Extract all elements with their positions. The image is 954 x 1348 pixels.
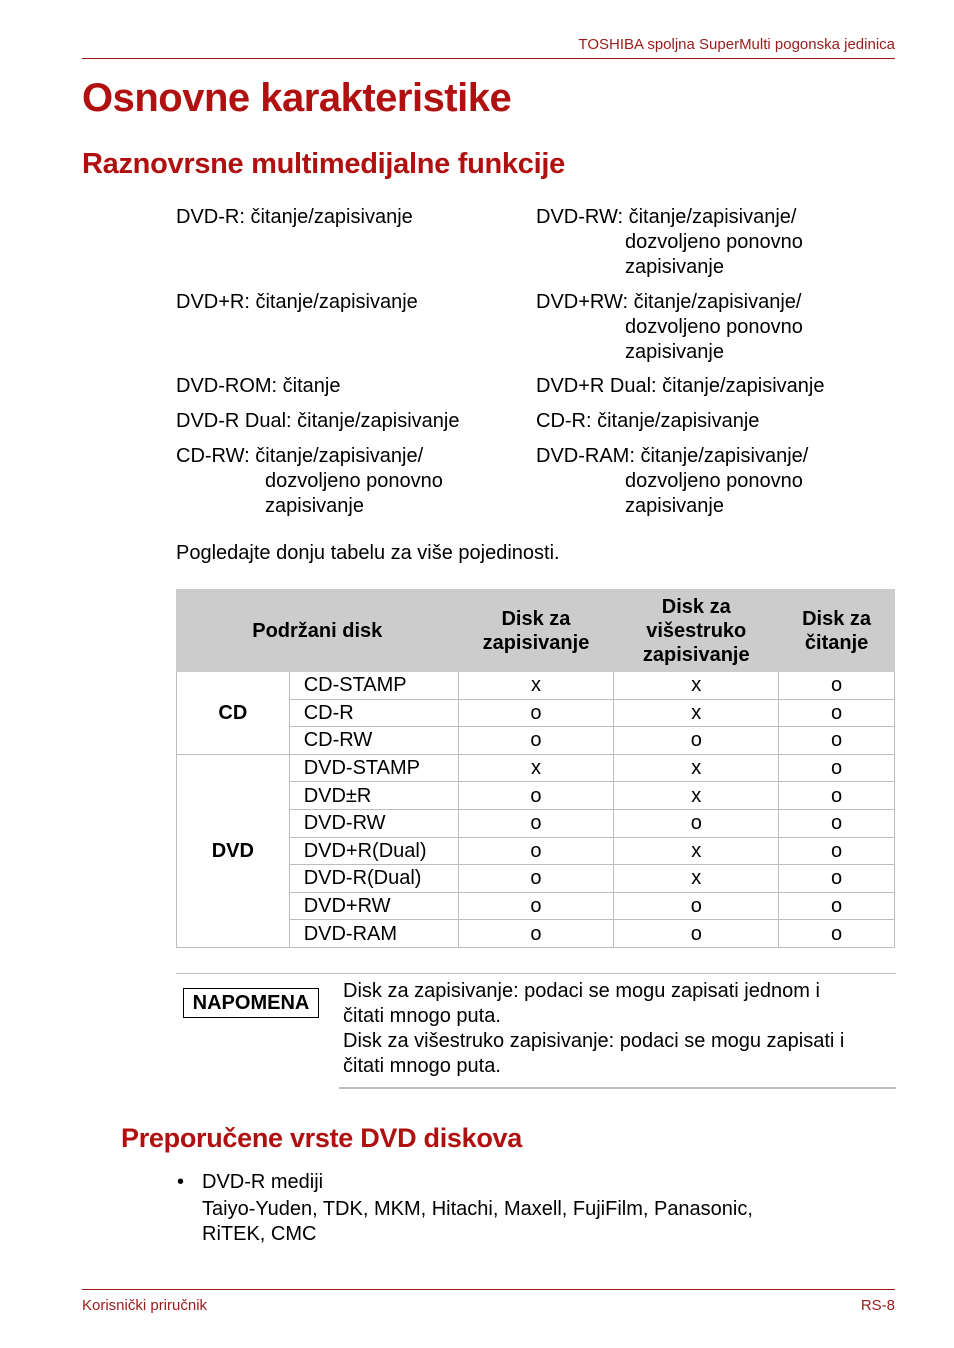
feature-dvd-plus-r bbox=[176, 290, 418, 315]
rewrite-cell: x bbox=[614, 837, 779, 865]
feature-text: DVD-ROM: čitanje bbox=[176, 375, 341, 397]
supported-disk-table bbox=[176, 589, 895, 948]
feature-dvd-rom bbox=[176, 374, 340, 399]
feature-text-cont: dozvoljeno ponovno bbox=[625, 316, 803, 338]
header-rewritable bbox=[614, 590, 779, 672]
disk-name: DVD+RW bbox=[289, 892, 458, 920]
feature-text: DVD+R: čitanje/zapisivanje bbox=[176, 291, 418, 313]
feature-text-cont: dozvoljeno ponovno bbox=[625, 231, 803, 253]
header-line: Disk za bbox=[802, 607, 872, 630]
feature-dvd-ram bbox=[536, 444, 808, 519]
read-cell: o bbox=[779, 809, 895, 837]
header-read bbox=[779, 590, 895, 672]
rewrite-cell: x bbox=[614, 782, 779, 810]
write-cell: o bbox=[458, 837, 614, 865]
rewrite-cell: o bbox=[614, 809, 779, 837]
feature-cd-rw bbox=[176, 444, 443, 519]
read-cell: o bbox=[779, 837, 895, 865]
footer-rule bbox=[82, 1289, 895, 1290]
page-number: RS-8 bbox=[860, 1297, 895, 1314]
feature-text: DVD-R Dual: čitanje/zapisivanje bbox=[176, 410, 460, 432]
note-line: Disk za zapisivanje: podaci se mogu zapisati jednom i bbox=[343, 980, 820, 1002]
read-cell: o bbox=[779, 865, 895, 893]
feature-text: DVD+RW: čitanje/zapisivanje/ bbox=[536, 291, 802, 313]
read-cell: o bbox=[779, 672, 895, 700]
read-cell: o bbox=[779, 892, 895, 920]
feature-text: DVD-RW: čitanje/zapisivanje/ bbox=[536, 206, 797, 228]
write-cell: o bbox=[458, 920, 614, 948]
bullet-line: RiTEK, CMC bbox=[202, 1223, 317, 1245]
read-cell: o bbox=[779, 782, 895, 810]
header-rule bbox=[82, 58, 895, 59]
subsection-title: Preporučene vrste DVD diskova bbox=[121, 1123, 522, 1153]
note-line: Disk za višestruko zapisivanje: podaci se mogu zapisati i bbox=[343, 1030, 845, 1052]
feature-text-cont: dozvoljeno ponovno bbox=[625, 470, 803, 492]
feature-dvd-r-dual bbox=[176, 409, 459, 434]
header-line: Disk za bbox=[501, 607, 571, 630]
feature-dvd-r bbox=[176, 205, 413, 230]
read-cell: o bbox=[779, 727, 895, 755]
rewrite-cell: o bbox=[614, 920, 779, 948]
group-dvd: DVD bbox=[177, 754, 290, 947]
write-cell: o bbox=[458, 892, 614, 920]
write-cell: o bbox=[458, 782, 614, 810]
header-line: Disk za bbox=[661, 595, 731, 618]
feature-text-cont: zapisivanje bbox=[625, 495, 724, 517]
feature-text: DVD-RAM: čitanje/zapisivanje/ bbox=[536, 445, 809, 467]
disk-name: DVD-STAMP bbox=[289, 754, 458, 782]
table-intro: Pogledajte donju tabelu za više pojedinosti. bbox=[176, 542, 560, 564]
disk-name: DVD±R bbox=[289, 782, 458, 810]
table-row bbox=[177, 754, 895, 782]
bullet-body bbox=[202, 1197, 842, 1247]
feature-text: DVD-R: čitanje/zapisivanje bbox=[176, 206, 413, 228]
note-top-rule bbox=[176, 973, 896, 974]
header-line: zapisivanje bbox=[482, 631, 590, 654]
table-row bbox=[177, 672, 895, 700]
rewrite-cell: o bbox=[614, 892, 779, 920]
rewrite-cell: x bbox=[614, 754, 779, 782]
header-line: čitanje bbox=[804, 631, 869, 654]
feature-text-cont: zapisivanje bbox=[265, 495, 364, 517]
header-supported-disk: Podržani disk bbox=[177, 590, 459, 672]
write-cell: o bbox=[458, 865, 614, 893]
feature-dvd-rw bbox=[536, 205, 803, 280]
note-text bbox=[343, 979, 893, 1079]
feature-text-cont: dozvoljeno ponovno bbox=[265, 470, 443, 492]
feature-text: CD-R: čitanje/zapisivanje bbox=[536, 410, 760, 432]
rewrite-cell: x bbox=[614, 672, 779, 700]
read-cell: o bbox=[779, 754, 895, 782]
disk-name: CD-STAMP bbox=[289, 672, 458, 700]
rewrite-cell: x bbox=[614, 865, 779, 893]
feature-text-cont: zapisivanje bbox=[625, 256, 724, 278]
bullet-line: Taiyo-Yuden, TDK, MKM, Hitachi, Maxell, FujiFilm, Panasonic, bbox=[202, 1198, 753, 1220]
write-cell: x bbox=[458, 754, 614, 782]
write-cell: x bbox=[458, 672, 614, 700]
running-header: TOSHIBA spoljna SuperMulti pogonska jedinica bbox=[578, 36, 895, 53]
note-line: čitati mnogo puta. bbox=[343, 1055, 501, 1077]
feature-cd-r bbox=[536, 409, 759, 434]
group-cd: CD bbox=[177, 672, 290, 755]
note-bottom-rule bbox=[339, 1087, 896, 1089]
feature-text-cont: zapisivanje bbox=[625, 341, 724, 363]
feature-text: CD-RW: čitanje/zapisivanje/ bbox=[176, 445, 424, 467]
bullet-icon: • bbox=[177, 1171, 185, 1193]
read-cell: o bbox=[779, 699, 895, 727]
rewrite-cell: x bbox=[614, 699, 779, 727]
disk-name: DVD+R(Dual) bbox=[289, 837, 458, 865]
disk-name: DVD-RAM bbox=[289, 920, 458, 948]
disk-name: DVD-RW bbox=[289, 809, 458, 837]
note-line: čitati mnogo puta. bbox=[343, 1005, 501, 1027]
page-title: Osnovne karakteristike bbox=[82, 76, 512, 120]
header-line: zapisivanje bbox=[642, 643, 750, 666]
write-cell: o bbox=[458, 809, 614, 837]
bullet-label: DVD-R mediji bbox=[202, 1171, 324, 1193]
write-cell: o bbox=[458, 727, 614, 755]
disk-name: CD-RW bbox=[289, 727, 458, 755]
feature-text: DVD+R Dual: čitanje/zapisivanje bbox=[536, 375, 825, 397]
header-write-once bbox=[458, 590, 614, 672]
rewrite-cell: o bbox=[614, 727, 779, 755]
feature-dvd-plus-r-dual bbox=[536, 374, 824, 399]
read-cell: o bbox=[779, 920, 895, 948]
disk-name: DVD-R(Dual) bbox=[289, 865, 458, 893]
section-title: Raznovrsne multimedijalne funkcije bbox=[82, 148, 565, 180]
feature-dvd-plus-rw bbox=[536, 290, 803, 365]
disk-name: CD-R bbox=[289, 699, 458, 727]
table-header-row bbox=[177, 590, 895, 672]
note-label: NAPOMENA bbox=[183, 988, 319, 1018]
write-cell: o bbox=[458, 699, 614, 727]
footer-manual-name: Korisnički priručnik bbox=[82, 1297, 208, 1314]
header-line: višestruko bbox=[646, 619, 747, 642]
